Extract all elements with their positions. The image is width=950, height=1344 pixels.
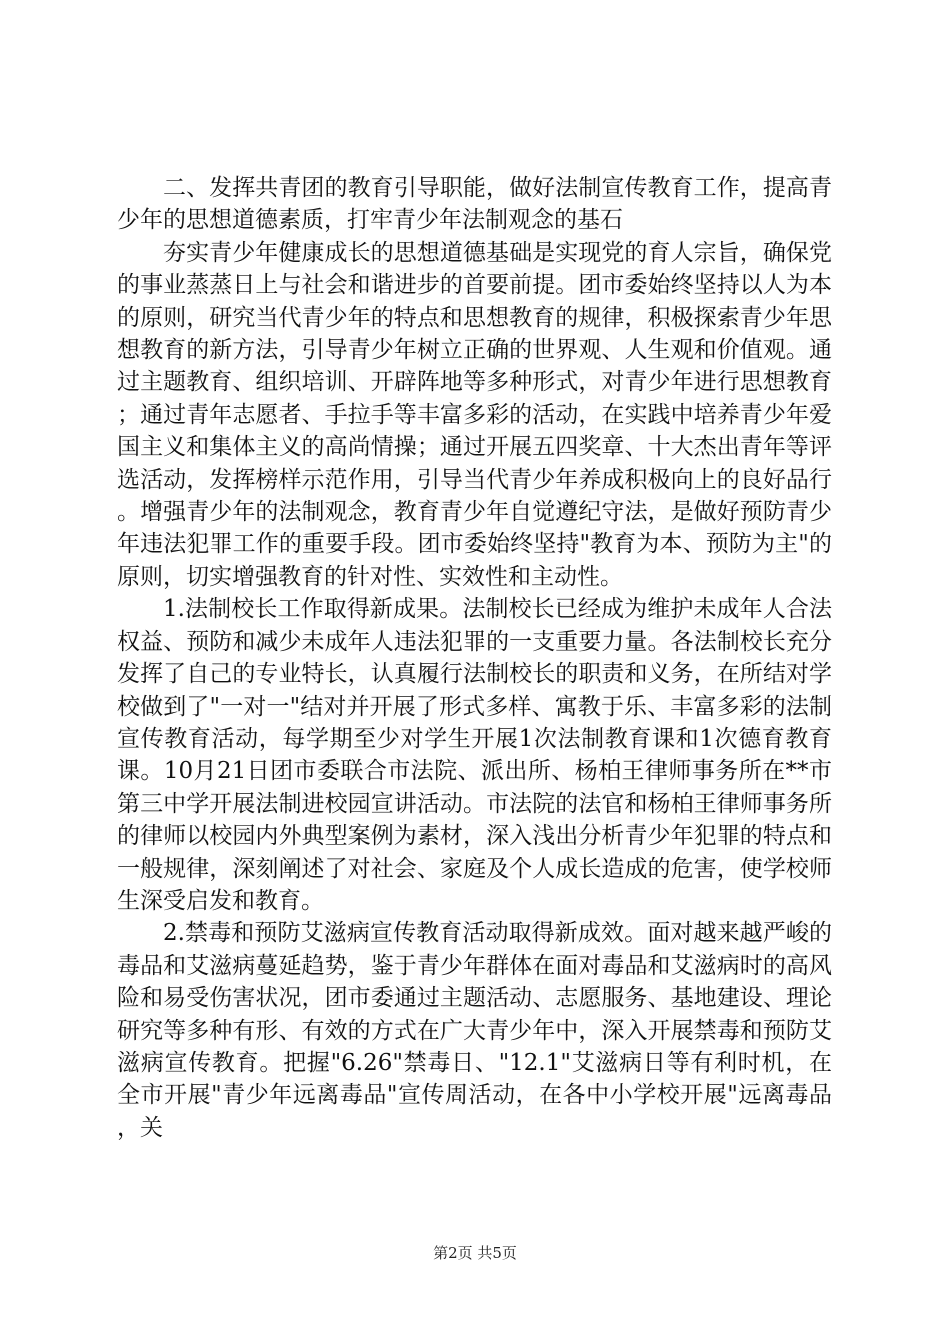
- body-paragraph: 1.法制校长工作取得新成果。法制校长已经成为维护未成年人合法权益、预防和减少未成年人违法犯罪的一支重要力量。各法制校长充分发挥了自己的专业特长，认真履行法制校长的职责和义务，在所结对学校做到了"一对一"结对并开展了形式多样、寓教于乐、丰富多彩的法制宣传教育活动，每学期至少对学生开展1次法制教育课和1次德育教育课。10月21日团市委联合市法院、派出所、杨柏王律师事务所在**市第三中学开展法制进校园宣讲活动。市法院的法官和杨柏王律师事务所的律师以校园内外典型案例为素材，深入浅出分析青少年犯罪的特点和一般规律，深刻阐述了对社会、家庭及个人成长造成的危害，使学校师生深受启发和教育。: [117, 596, 832, 914]
- document-body: [117, 172, 832, 1144]
- body-paragraph: 夯实青少年健康成长的思想道德基础是实现党的育人宗旨，确保党的事业蒸蒸日上与社会和谐进步的首要前提。团市委始终坚持以人为本的原则，研究当代青少年的特点和思想教育的规律，积极探索青少年思想教育的新方法，引导青少年树立正确的世界观、人生观和价值观。通过主题教育、组织培训、开辟阵地等多种形式，对青少年进行思想教育；通过青年志愿者、手拉手等丰富多彩的活动，在实践中培养青少年爱国主义和集体主义的高尚情操；通过开展五四奖章、十大杰出青年等评选活动，发挥榜样示范作用，引导当代青少年养成积极向上的良好品行。增强青少年的法制观念，教育青少年自觉遵纪守法，是做好预防青少年违法犯罪工作的重要手段。团市委始终坚持"教育为本、预防为主"的原则，切实增强教育的针对性、实效性和主动性。: [117, 239, 832, 590]
- section-heading-paragraph: 二、发挥共青团的教育引导职能，做好法制宣传教育工作，提高青少年的思想道德素质，打牢青少年法制观念的基石: [117, 175, 832, 234]
- page-footer: 第2页 共5页: [433, 1244, 517, 1262]
- body-paragraph: 2.禁毒和预防艾滋病宣传教育活动取得新成效。面对越来越严峻的毒品和艾滋病蔓延趋势，鉴于青少年群体在面对毒品和艾滋病时的高风险和易受伤害状况，团市委通过主题活动、志愿服务、基地建设、理论研究等多种有形、有效的方式在广大青少年中，深入开展禁毒和预防艾滋病宣传教育。把握"6.26"禁毒日、"12.1"艾滋病日等有利时机，在全市开展"青少年远离毒品"宣传周活动，在各中小学校开展"远离毒品，关: [117, 920, 832, 1141]
